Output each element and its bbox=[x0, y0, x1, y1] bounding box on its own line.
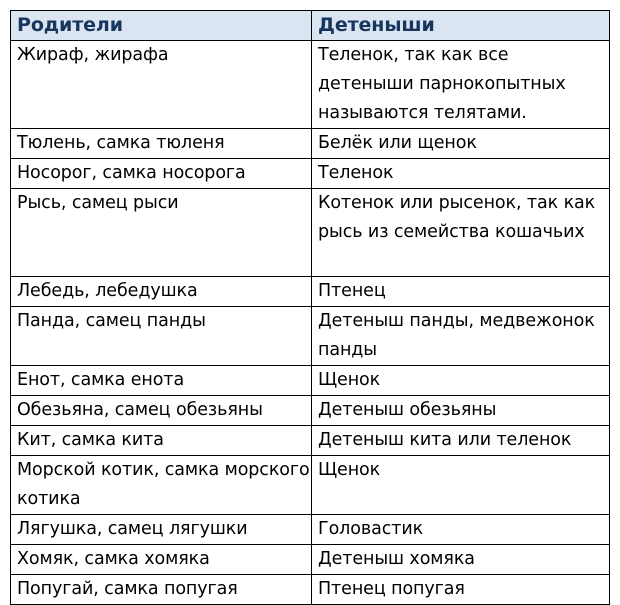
parent-cell: Лягушка, самец лягушки bbox=[11, 515, 312, 545]
table-header-row bbox=[11, 11, 610, 41]
baby-cell: Детеныш обезьяны bbox=[312, 396, 610, 426]
parent-cell: Морской котик, самка морского котика bbox=[11, 456, 312, 515]
baby-cell: Головастик bbox=[312, 515, 610, 545]
parent-cell: Тюлень, самка тюленя bbox=[11, 129, 312, 159]
baby-cell: Теленок, так как все детеныши парнокопытных называются телятами. bbox=[312, 41, 610, 129]
header-babies: Детеныши bbox=[312, 11, 610, 41]
baby-cell: Птенец попугая bbox=[312, 575, 610, 605]
parent-cell: Лебедь, лебедушка bbox=[11, 277, 312, 307]
table-row bbox=[11, 456, 610, 515]
baby-cell: Котенок или рысенок, так как рысь из семейства кошачьих bbox=[312, 189, 610, 277]
baby-cell: Щенок bbox=[312, 456, 610, 515]
table-row bbox=[11, 575, 610, 605]
parent-cell: Кит, самка кита bbox=[11, 426, 312, 456]
parent-cell: Носорог, самка носорога bbox=[11, 159, 312, 189]
table-row bbox=[11, 307, 610, 366]
baby-cell: Теленок bbox=[312, 159, 610, 189]
parent-cell: Жираф, жирафа bbox=[11, 41, 312, 129]
baby-cell: Белёк или щенок bbox=[312, 129, 610, 159]
table-row bbox=[11, 396, 610, 426]
baby-cell: Детеныш кита или теленок bbox=[312, 426, 610, 456]
baby-cell: Детеныш панды, медвежонок панды bbox=[312, 307, 610, 366]
parent-cell: Енот, самка енота bbox=[11, 366, 312, 396]
table-row bbox=[11, 159, 610, 189]
baby-cell: Птенец bbox=[312, 277, 610, 307]
table-row bbox=[11, 515, 610, 545]
parent-cell: Рысь, самец рыси bbox=[11, 189, 312, 277]
table-row bbox=[11, 189, 610, 277]
baby-cell: Щенок bbox=[312, 366, 610, 396]
parent-cell: Панда, самец панды bbox=[11, 307, 312, 366]
header-parents: Родители bbox=[11, 11, 312, 41]
table-row bbox=[11, 545, 610, 575]
table-row bbox=[11, 129, 610, 159]
animals-table bbox=[10, 10, 610, 605]
parent-cell: Обезьяна, самец обезьяны bbox=[11, 396, 312, 426]
parent-cell: Хомяк, самка хомяка bbox=[11, 545, 312, 575]
baby-cell: Детеныш хомяка bbox=[312, 545, 610, 575]
table-row bbox=[11, 277, 610, 307]
table-row bbox=[11, 41, 610, 129]
animals-table-container bbox=[10, 10, 609, 605]
parent-cell: Попугай, самка попугая bbox=[11, 575, 312, 605]
table-row bbox=[11, 426, 610, 456]
table-row bbox=[11, 366, 610, 396]
